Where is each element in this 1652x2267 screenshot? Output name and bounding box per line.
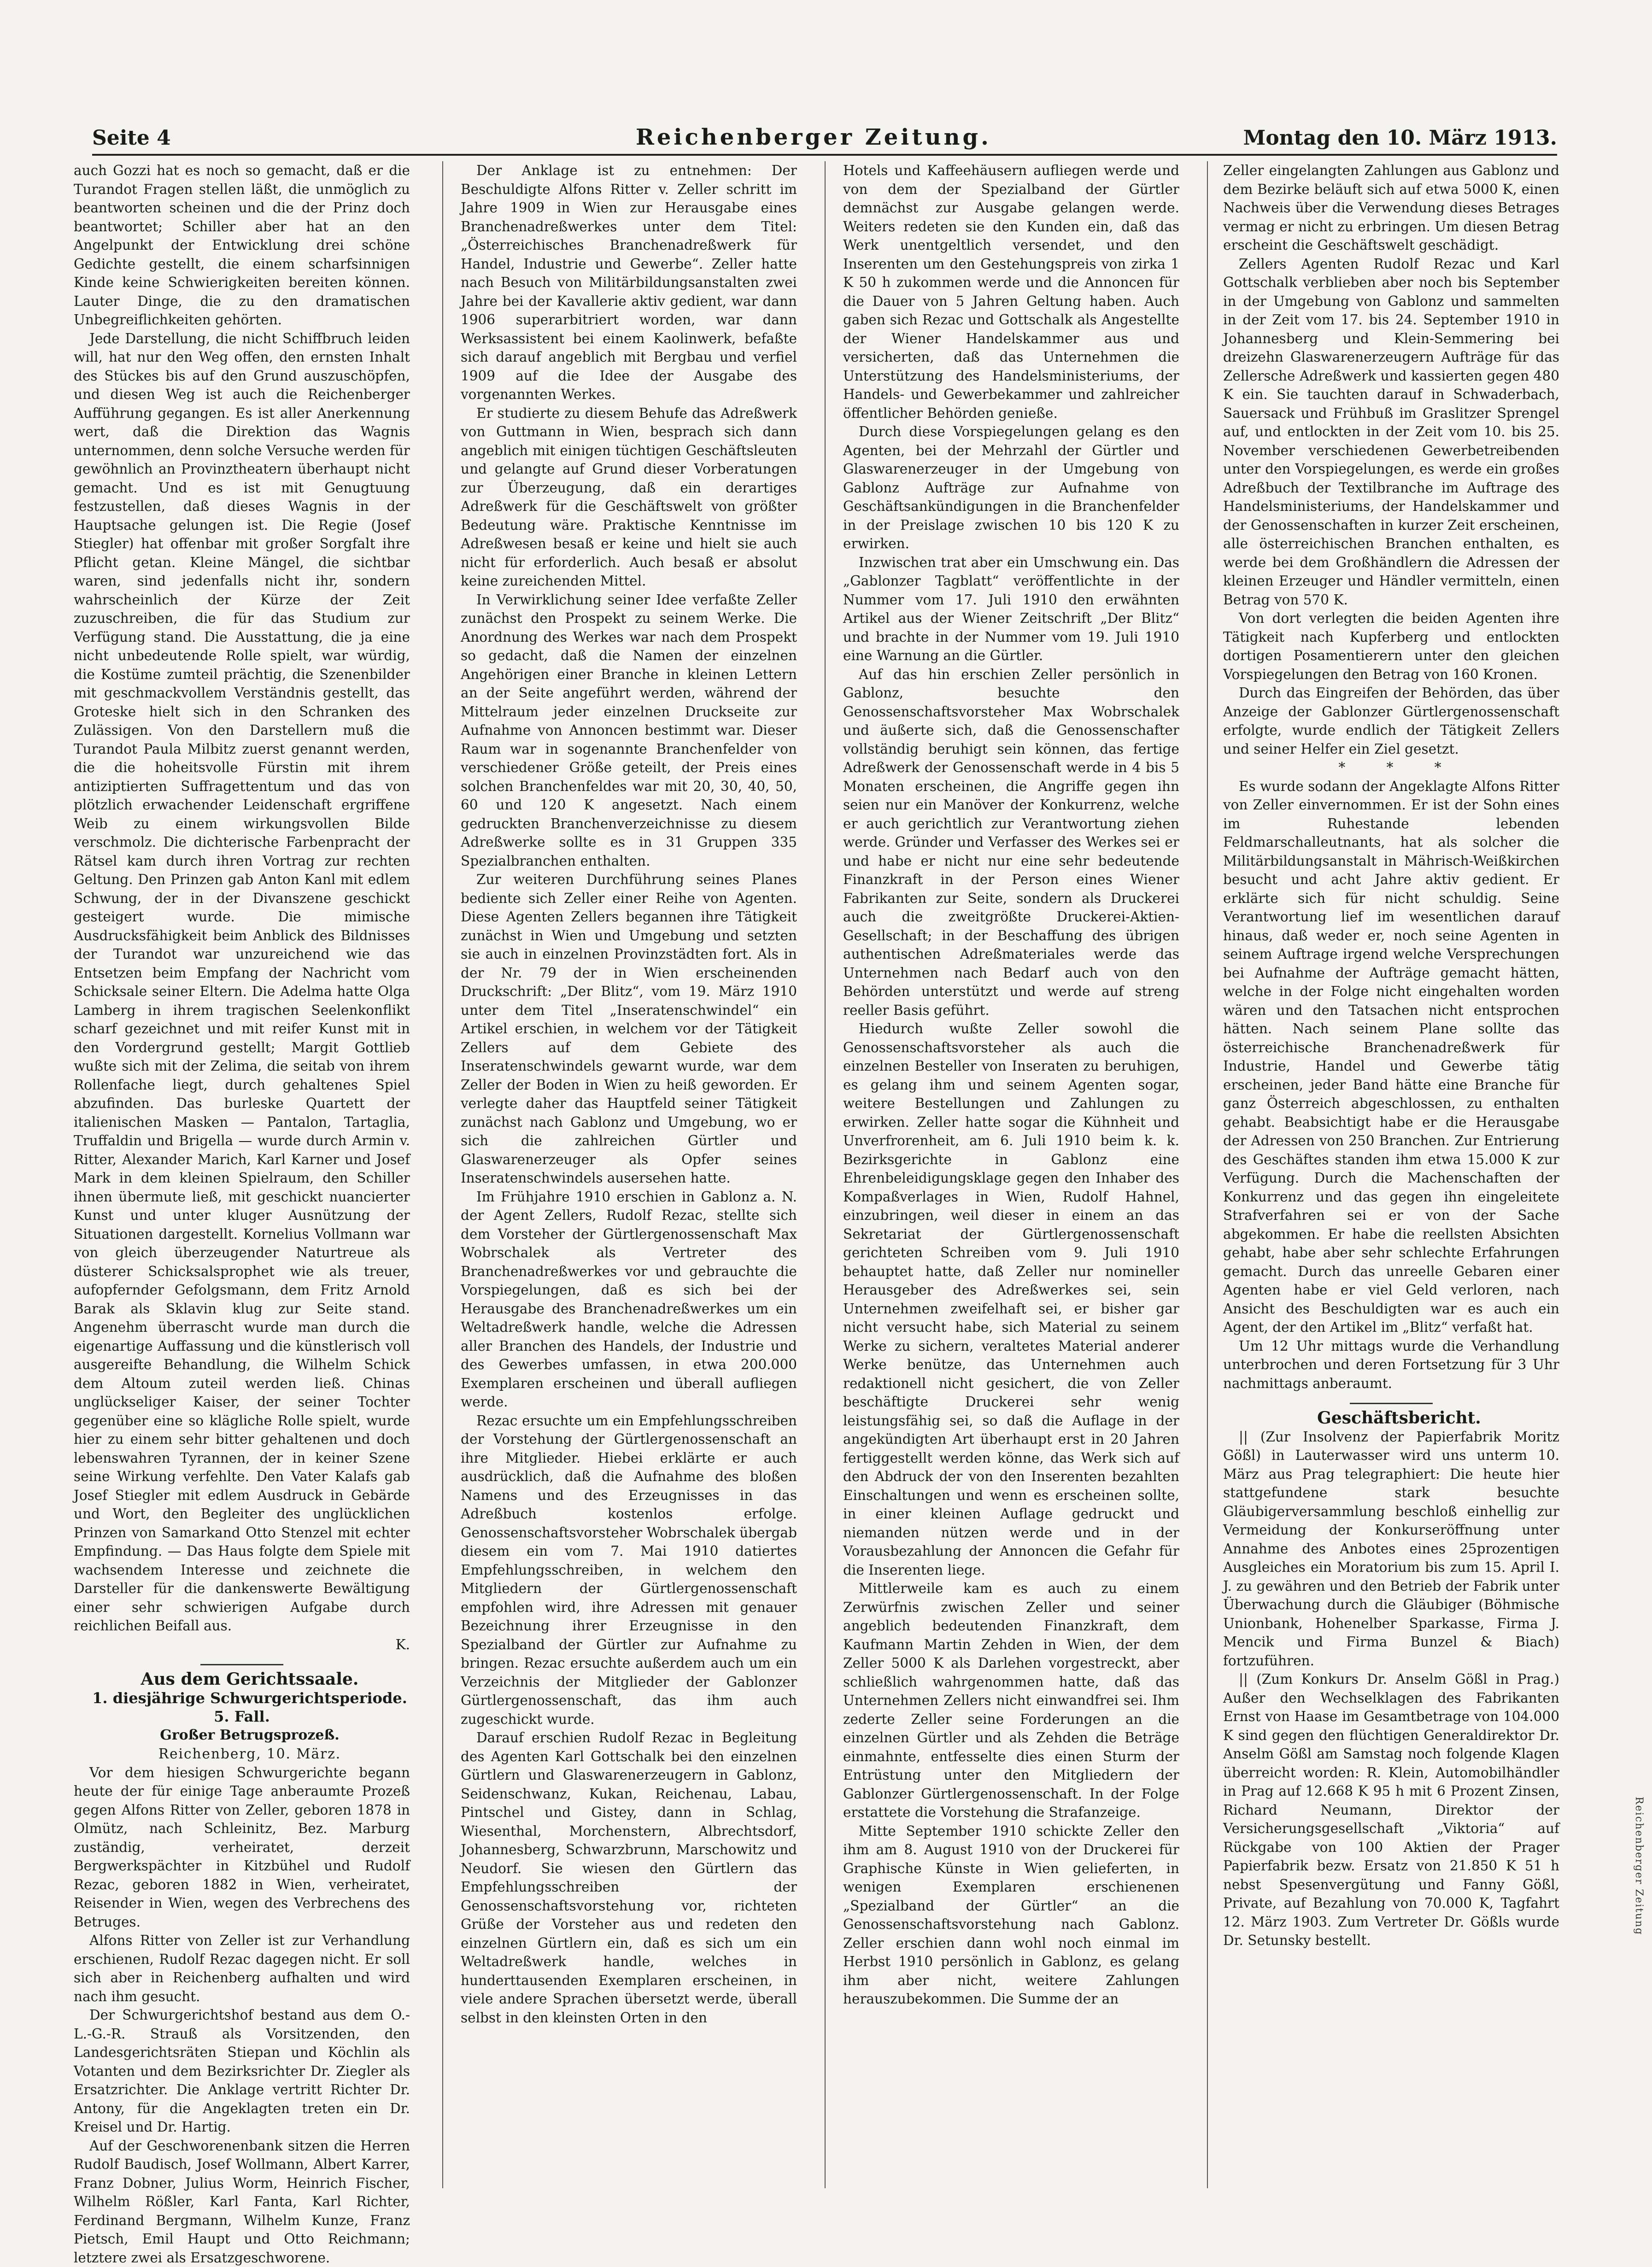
section-title-court: Aus dem Gerichtssaale.: [74, 1670, 410, 1689]
paragraph: Er studierte zu diesem Behufe das Adreßwerk von Guttmann in Wien, besprach sich dann angeblich mit einigen tüchtigen Geschäftsleuten und gelangte auf Grund dieser Vorberatungen zur Überzeugung, daß ein derartiges Adreßwerk für die Geschäftswelt von größter Bedeutung wäre. Praktische Kenntnisse im Adreßwesen besaß er keine und hielt sie auch nicht für erforderlich. Auch besaß er absolut keine zureichenden Mittel.: [461, 404, 797, 591]
paragraph: Von dort verlegten die beiden Agenten ihre Tätigkeit nach Kupferberg und entlockten dortigen Posamentierern unter den gleichen Vorspiegelungen den Betrag von 160 Kronen.: [1223, 609, 1559, 684]
dateline: Reichenberg, 10. März.: [74, 1745, 410, 1763]
column-1: [74, 161, 410, 2188]
paragraph: Darauf erschien Rudolf Rezac in Begleitung des Agenten Karl Gottschalk bei den einzelnen Gürtlern und Glaswarenerzeugern in Gablonz, Seidenschwanz, Kukan, Reichenau, Labau, Pintschel und Gistey, dann in Schlag, Wiesenthal, Morchenstern, Albrechtsdorf, Johannesberg, Schwarzbrunn, Marschowitz und Neudorf. Sie wiesen den Gürtlern das Empfehlungsschreiben der Genossenschaftsvorstehung vor, richteten Grüße der Vorsteher aus und redeten den einzelnen Gürtlern ein, daß es sich um ein Weltadreßwerk handle, welches in hunderttausenden Exemplaren erscheinen, in viele andere Sprachen übersetzt werde, überall selbst in den kleinsten Orten in den: [461, 1728, 797, 2027]
issue-date: Montag den 10. März 1913.: [1243, 126, 1557, 150]
divider: [1350, 1403, 1433, 1404]
paragraph: Zellers Agenten Rudolf Rezac und Karl Gottschalk verblieben aber noch bis September in der Umgebung von Gablonz und sammelten in der Zeit vom 17. bis 24. September 1910 in Johannesberg und Klein-Semmering bei dreizehn Glaswarenerzeugern Aufträge für das Zellersche Adreßwerk und kassierten gegen 480 K ein. Sie tauchten darauf in Schwaderbach, Sauersack und Frühbuß im Graslitzer Sprengel auf, und entlockten in der Zeit vom 10. bis 25. November verschiedenen Gewerbetreibenden unter den Vorspiegelungen, es werde ein großes Adreßbuch der Textilbranche im Auftrage des Handelsministeriums, der Handelskammer und der Genossenschaften in kurzer Zeit erscheinen, alle österreichischen Branchen enthalten, es werde bei dem Großhändlern die Adressen der kleinen Erzeuger und Händler vermitteln, einen Betrag von 570 K.: [1223, 255, 1559, 609]
section-title-business: Geschäftsbericht.: [1223, 1409, 1559, 1428]
paragraph: Auf der Geschworenenbank sitzen die Herren Rudolf Baudisch, Josef Wollmann, Albert Karrer, Franz Dobner, Julius Worm, Heinrich Fischer, Wilhelm Rößler, Karl Fanta, Karl Richter, Ferdinand Bergmann, Wilhelm Kunze, Franz Pietsch, Emil Haupt und Otto Reichmann; letztere zwei als Ersatzgeschworene.: [74, 2137, 410, 2267]
paragraph: Zeller eingelangten Zahlungen aus Gablonz und dem Bezirke beläuft sich auf etwa 5000 K, einen Nachweis über die Verwendung dieses Betrages vermag er nicht zu erbringen. Um diesen Betrag erscheint die Geschäftswelt geschädigt.: [1223, 161, 1559, 255]
paragraph: In Verwirklichung seiner Idee verfaßte Zeller zunächst den Prospekt zu seinem Werke. Die Anordnung des Werkes war nach dem Prospekt so gedacht, daß die Namen der einzelnen Angehörigen einer Branche in kleinen Lettern an der Seite angeführt werden, während der Mittelraum jeder einzelnen Druckseite zur Aufnahme von Annoncen bestimmt war. Dieser Raum war in sogenannte Branchenfelder von verschiedener Größe geteilt, der Preis eines solchen Branchenfeldes war mit 20, 30, 40, 50, 60 und 120 K angesetzt. Nach einem gedruckten Branchenverzeichnisse zu diesem Adreßwerke sollte es in 31 Gruppen 335 Spezialbranchen enthalten.: [461, 591, 797, 871]
paragraph: Mitte September 1910 schickte Zeller den ihm am 8. August 1910 von der Druckerei für Graphische Künste in Wien gelieferten, in wenigen Exemplaren erschienenen „Spezialband der Gürtler“ an die Genossenschaftsvorstehung nach Gablonz. Zeller erschien dann wohl noch einmal im Herbst 1910 persönlich in Gablonz, es gelang ihm aber nicht, weitere Zahlungen herauszubekommen. Die Summe der an: [843, 1822, 1179, 2009]
paragraph: Inzwischen trat aber ein Umschwung ein. Das „Gablonzer Tagblatt“ veröffentlichte in der Nummer vom 17. Juli 1910 den erwähnten Artikel aus der Wiener Zeitschrift „Der Blitz“ und brachte in der Nummer vom 19. Juli 1910 eine Warnung an die Gürtler.: [843, 553, 1179, 665]
page-number: Seite 4: [92, 126, 171, 150]
column-2: [461, 161, 797, 2188]
paragraph: Hotels und Kaffeehäusern aufliegen werde und von dem der Spezialband der Gürtler demnächst zur Ausgabe gelangen werde. Weiters redeten sie den Kunden ein, daß das Werk unentgeltlich versendet, und den Inserenten um den Gestehungspreis von zirka 1 K 50 h zukommen werde und die Annoncen für die Dauer von 5 Jahren Geltung haben. Auch gaben sich Rezac und Gottschalk als Angestellte der Wiener Handelskammer aus und versicherten, daß das Unternehmen die Unterstützung des Handelsministeriums, der Handels- und Gewerbekammer und zahlreicher öffentlicher Behörden genieße.: [843, 161, 1179, 422]
paragraph: Auf das hin erschien Zeller persönlich in Gablonz, besuchte den Genossenschaftsvorsteher Max Wobrschalek und äußerte sich, daß die Genossenschafter vollständig beruhigt sein können, das fertige Adreßwerk der Genossenschaft werde in 4 bis 5 Monaten erscheinen, die Angriffe gegen ihn seien nur ein Manöver der Konkurrenz, welche er auch gerichtlich zur Verantwortung ziehen werde. Gründer und Verfasser des Werkes sei er und habe er nicht nur eine sehr bedeutende Finanzkraft in der Person eines Wiener Fabrikanten zur Seite, sondern als Druckerei auch die zweitgrößte Druckerei-Aktien-Gesellschaft; in der Beschaffung des übrigen authentischen Adreßmateriales werde das Unternehmen nach Bedarf auch von den Behörden unterstützt und werde auf streng reeller Basis geführt.: [843, 665, 1179, 1020]
column-rule: [1207, 161, 1208, 2188]
paragraph: Um 12 Uhr mittags wurde die Verhandlung unterbrochen und deren Fortsetzung für 3 Uhr nachmittags anberaumt.: [1223, 1337, 1559, 1393]
paragraph: auch Gozzi hat es noch so gemacht, daß er die Turandot Fragen stellen läßt, die unmöglich zu beantworten scheinen und die der Prinz doch beantwortet; Schiller aber hat an den Angelpunkt der Entwicklung drei schöne Gedichte gestellt, die einem scharfsinnigen Kinde keine Schwierigkeiten bereiten können. Lauter Dinge, die zu den dramatischen Unbegreiflichkeiten gehörten.: [74, 161, 410, 329]
paragraph: Hiedurch wußte Zeller sowohl die Genossenschaftsvorsteher als auch die einzelnen Besteller von Inseraten zu beruhigen, es gelang ihm und seinem Agenten sogar, weitere Bestellungen und Zahlungen zu erwirken. Zeller hatte sogar die Kühnheit und Unverfrorenheit, am 6. Juli 1910 beim k. k. Bezirksgerichte in Gablonz eine Ehrenbeleidigungsklage gegen den Inhaber des Kompaßverlages in Wien, Rudolf Hahnel, einzubringen, weil dieser in einem an das Sekretariat der Gürtlergenossenschaft gerichteten Schreiben vom 9. Juli 1910 behauptet hatte, daß Zeller nur nomineller Herausgeber des Adreßwerkes sei, sein Unternehmen zweifelhaft sei, er bisher gar nicht versucht habe, sich Material zu seinem Werke zu sichern, veraltetes Material anderer Werke benütze, das Unternehmen auch redaktionell nicht gesichert, die von Zeller beschäftigte Druckerei sehr wenig leistungsfähig sei, so daß die Auflage in der angekündigten Art überhaupt erst in 20 Jahren fertiggestellt werden könne, das Werk sich auf den Abdruck der von den Inserenten bezahlten Einschaltungen und wenn es erscheinen sollte, in einer kleinen Auflage gedruckt und niemanden nützen werde und in der Vorausbezahlung der Annoncen die Gefahr für die Inserenten liege.: [843, 1019, 1179, 1579]
column-rule: [825, 161, 826, 2188]
paragraph: Es wurde sodann der Angeklagte Alfons Ritter von Zeller einvernommen. Er ist der Sohn eines im Ruhestande lebenden Feldmarschalleutnants, hat als solcher die Militärbildungsanstalt in Mährisch-Weißkirchen besucht und acht Jahre aktiv gedient. Er erklärte sich für nicht schuldig. Seine Verantwortung lief im wesentlichen darauf hinaus, daß weder er, noch seine Agenten in seinem Auftrage irgend welche Versprechungen bei Aufnahme der Aufträge gemacht hätten, welche in der Folge nicht eingehalten worden wären und den Tatsachen nicht entsprochen hätten. Nach seinem Plane sollte das österreichische Branchenadreßwerk für Industrie, Handel und Gewerbe tätig erscheinen, jeder Band hätte eine Branche für ganz Österreich abgeschlossen, zu enthalten gehabt. Beabsichtigt habe er die Herausgabe der Adressen von 250 Branchen. Zur Entrierung des Geschäftes standen ihm etwa 15.000 K zur Verfügung. Durch die Machenschaften der Konkurrenz und das gegen ihn eingeleitete Strafverfahren sei er von der Sache abgekommen. Er habe die reellsten Absichten gehabt, habe aber sehr schlechte Erfahrungen gemacht. Durch das unreelle Gebaren einer Agenten habe er viel Geld verloren, nach Ansicht des Beschuldigten war es auch ein Agent, der den Artikel im „Blitz“ verfaßt hat.: [1223, 777, 1559, 1337]
newspaper-title: Reichenberger Zeitung.: [636, 124, 991, 150]
paragraph: || (Zum Konkurs Dr. Anselm Gößl in Prag.) Außer den Wechselklagen des Fabrikanten Ernst von Haase im Gesamtbetrage von 104.000 K sind gegen den flüchtigen Generaldirektor Dr. Anselm Gößl am Samstag noch folgende Klagen überreicht worden: R. Klein, Automobilhändler in Prag auf 12.668 K 95 h mit 6 Prozent Zinsen, Richard Neumann, Direktor der Versicherungsgesellschaft „Viktoria“ auf Rückgabe von 100 Aktien der Prager Papierfabrik bezw. Ersatz von 21.850 K 51 h nebst Spesenvergütung und Fanny Gößl, Private, auf Bezahlung von 70.000 K, Tagfahrt 12. März 1903. Zum Vertreter Dr. Gößls wurde Dr. Setunsky bestellt.: [1223, 1670, 1559, 1950]
paragraph: Vor dem hiesigen Schwurgerichte begann heute der für einige Tage anberaumte Prozeß gegen Alfons Ritter von Zeller, geboren 1878 in Olmütz, nach Schleinitz, Bez. Marburg zuständig, verheiratet, derzeit Bergwerkspächter in Kitzbühel und Rudolf Rezac, geboren 1882 in Wien, verheiratet, Reisender in Wien, wegen des Verbrechens des Betruges.: [74, 1763, 410, 1932]
paragraph: Der Schwurgerichtshof bestand aus dem O.-L.-G.-R. Strauß als Vorsitzenden, den Landesgerichtsräten Stiepan und Köchlin als Votanten und dem Bezirksrichter Dr. Ziegler als Ersatzrichter. Die Anklage vertritt Richter Dr. Antony, für die Angeklagten treten ein Dr. Kreisel und Dr. Hartig.: [74, 2006, 410, 2137]
paragraph: Durch diese Vorspiegelungen gelang es den Agenten, bei der Mehrzahl der Gürtler und Glaswarenerzeuger in der Umgebung von Gablonz Aufträge zur Aufnahme von Geschäftsankündigungen in die Branchenfelder in der Preislage zwischen 10 bis 120 K zu erwirken.: [843, 422, 1179, 553]
paragraph: Jede Darstellung, die nicht Schiffbruch leiden will, hat nur den Weg offen, den ernsten Inhalt des Stückes bis auf den Grund auszuschöpfen, und diesen Weg ist auch die Reichenberger Aufführung gegangen. Es ist aller Anerkennung wert, daß die Direktion das Wagnis unternommen, denn solche Versuche werden für gewöhnlich an Provinztheatern überhaupt nicht gemacht. Und es ist mit Genugtuung festzustellen, daß dieses Wagnis in der Hauptsache gelungen ist. Die Regie (Josef Stiegler) hat offenbar mit großer Sorgfalt ihre Pflicht getan. Kleine Mängel, die sichtbar waren, sind jedenfalls nicht ihr, sondern wahrscheinlich der Kürze der Zeit zuzuschreiben, die für das Studium zur Verfügung stand. Die Ausstattung, die ja eine nicht unbedeutende Rolle spielt, war würdig, die Kostüme zumteil prächtig, die Szenenbilder mit geschmackvollem Verständnis gestellt, das Groteske hielt sich in den Schranken des Zulässigen. Von den Darstellern muß die Turandot Paula Milbitz zuerst genannt werden, die die hoheitsvolle Fürstin mit ihrem antiziptierten Suffragettentum und das von plötzlich erwachender Leidenschaft ergriffene Weib zu einem wirkungsvollen Bilde verschmolz. Die dichterische Farbenpracht der Rätsel kam durch ihren Vortrag zur rechten Geltung. Den Prinzen gab Anton Kanl mit edlem Schwung, der in der Divanszene geschickt gesteigert wurde. Die mimische Ausdrucksfähigkeit beim Anblick des Bildnisses der Turandot war unzureichend wie das Entsetzen beim Empfang der Nachricht vom Schicksale seiner Eltern. Die Adelma hatte Olga Lamberg in ihrem tragischen Seelenkonflikt scharf gezeichnet und mit reifer Kunst mit in den Vordergrund gestellt; Margit Gottlieb wußte sich mit der Zelima, die seitab von ihrem Rollenfache liegt, durch gehaltenes Spiel abzufinden. Das burleske Quartett der italienischen Masken — Pantalon, Tartaglia, Truffaldin und Brigella — wurde durch Armin v. Ritter, Alexander Marich, Karl Karner und Josef Mark in dem kleinen Spielraum, den Schiller ihnen übermute ließ, mit geschickt nuancierter Kunst und unter kluger Ausnützung der Situationen dargestellt. Kornelius Vollmann war von gleich überzeugender Naturtreue als düsterer Schicksalsprophet wie als treuer, aufopfernder Gefolgsmann, dem Fritz Arnold Barak als Sklavin klug zur Seite stand. Angenehm überrascht wurde man durch die eigenartige Auffassung und die künstlerisch voll ausgereifte Behandlung, die Wilhelm Schick dem Altoum zuteil werden ließ. Chinas unglückseliger Kaiser, der seiner Tochter gegenüber eine so klägliche Rolle spielt, wurde hier zu einem sehr bitter gehaltenen und doch lebenswahren Tyrannen, der in keiner Szene seine Wirkung verfehlte. Den Vater Kalafs gab Josef Stiegler mit edlem Ausdruck in Gebärde und Wort, den Begleiter des unglücklichen Prinzen von Samarkand Otto Stenzel mit echter Empfindung. — Das Haus folgte dem Spiele mit wachsendem Interesse und zeichnete die Darsteller für die dankenswerte Bewältigung einer sehr schwierigen Aufgabe durch reichlichen Beifall aus.: [74, 329, 410, 1635]
header-rule: [92, 154, 1557, 156]
paragraph: Der Anklage ist zu entnehmen: Der Beschuldigte Alfons Ritter v. Zeller schritt im Jahre 1909 in Wien zur Herausgabe eines Branchenadreßwerkes unter dem Titel: „Österreichisches Branchenadreßwerk für Handel, Industrie und Gewerbe“. Zeller hatte nach Besuch von Militärbildungsanstalten zwei Jahre bei der Kavallerie aktiv gedient, war dann 1906 superarbitriert worden, war dann Werksassistent bei einem Kaolinwerk, befaßte sich darauf angeblich mit Bergbau und verfiel 1909 auf die Idee der Ausgabe des vorgenannten Werkes.: [461, 161, 797, 404]
paragraph: Durch das Eingreifen der Behörden, das über Anzeige der Gablonzer Gürtlergenossenschaft erfolgte, wurde endlich der Tätigkeit Zellers und seiner Helfer ein Ziel gesetzt.: [1223, 684, 1559, 758]
margin-text: Reichenberger Zeitung: [1626, 1797, 1645, 2119]
column-3: [843, 161, 1179, 2188]
signature: K.: [74, 1635, 410, 1654]
paragraph: Rezac ersuchte um ein Empfehlungsschreiben der Vorstehung der Gürtlergenossenschaft an ihre Mitglieder. Hiebei erklärte er auch ausdrücklich, daß die Aufnahme des bloßen Namens und des Erzeugnisses in das Adreßbuch kostenlos erfolge. Genossenschaftsvorsteher Wobrschalek übergab diesem ein vom 7. Mai 1910 datiertes Empfehlungsschreiben, in welchem den Mitgliedern der Gürtlergenossenschaft empfohlen wird, ihre Adressen mit genauer Bezeichnung ihrer Erzeugnisse in den Spezialband der Gürtler zur Aufnahme zu bringen. Rezac ersuchte außerdem auch um ein Verzeichnis der Mitglieder der Gablonzer Gürtlergenossenschaft, das ihm auch zugeschickt wurde.: [461, 1412, 797, 1729]
paragraph: Mittlerweile kam es auch zu einem Zerwürfnis zwischen Zeller und seiner angeblich bedeutenden Finanzkraft, dem Kaufmann Martin Zehden in Wien, der dem Zeller 5000 K als Darlehen vorgestreckt, aber schließlich wahrgenommen hatte, daß das Unternehmen Zellers nicht einwandfrei sei. Ihm zederte Zeller seine Forderungen an die einzelnen Gürtler und als Zehden die Beträge einmahnte, entfesselte dies einen Sturm der Entrüstung unter den Mitgliedern der Gablonzer Gürtlergenossenschaft. In der Folge erstattete die Vorstehung die Strafanzeige.: [843, 1579, 1179, 1822]
column-4: [1223, 161, 1559, 2188]
paragraph: || (Zur Insolvenz der Papierfabrik Moritz Gößl) in Lauterwasser wird uns unterm 10. März aus Prag telegraphiert: Die heute hier stattgefundene stark besuchte Gläubigerversammlung beschloß einhellig zur Vermeidung der Konkurseröffnung unter Annahme des Anbotes eines 25prozentigen Ausgleiches ein Moratorium bis zum 15. April I. J. zu gewähren und den Betrieb der Fabrik unter Überwachung durch die Gläubiger (Böhmische Unionbank, Hohenelber Sparkasse, Firma J. Mencik und Firma Bunzel & Biach) fortzuführen.: [1223, 1428, 1559, 1670]
section-separator-stars: * * *: [1223, 758, 1559, 777]
divider: [200, 1664, 283, 1665]
paragraph: Alfons Ritter von Zeller ist zur Verhandlung erschienen, Rudolf Rezac dagegen nicht. Er soll sich aber in Reichenberg aufhalten und wird nach ihm gesucht.: [74, 1931, 410, 2006]
page-header: [92, 123, 1557, 151]
column-rule: [442, 161, 443, 2188]
paragraph: Im Frühjahre 1910 erschien in Gablonz a. N. der Agent Zellers, Rudolf Rezac, stellte sich dem Vorsteher der Gürtlergenossenschaft Max Wobrschalek als Vertreter des Branchenadreßwerkes vor und gebrauchte die Vorspiegelungen, daß es sich bei der Herausgabe des Branchenadreßwerkes um ein Weltadreßwerk handle, welche die Adressen aller Branchen des Handels, der Industrie und des Gewerbes umfassen, in etwa 200.000 Exemplaren erscheinen und überall aufliegen werde.: [461, 1188, 797, 1412]
paragraph: Zur weiteren Durchführung seines Planes bediente sich Zeller einer Reihe von Agenten. Diese Agenten Zellers begannen ihre Tätigkeit zunächst in Wien und Umgebung und setzten sie auch in einzelnen Provinzstädten fort. Als in der Nr. 79 der in Wien erscheinenden Druckschrift: „Der Blitz“, vom 19. März 1910 unter dem Titel „Inseratenschwindel“ ein Artikel erschien, in welchem vor der Tätigkeit Zellers auf dem Gebiete des Inseratenschwindels gewarnt wurde, war dem Zeller der Boden in Wien zu heiß geworden. Er verlegte daher das Hauptfeld seiner Tätigkeit zunächst nach Gablonz und Umgebung, wo er sich die zahlreichen Gürtler und Glaswarenerzeuger als Opfer seines Inseratenschwindels ausersehen hatte.: [461, 870, 797, 1188]
subheading-session: 1. diesjährige Schwurgerichtsperiode. 5. Fall.: [74, 1689, 410, 1726]
subheading-trial: Großer Betrugsprozeß.: [74, 1726, 410, 1745]
